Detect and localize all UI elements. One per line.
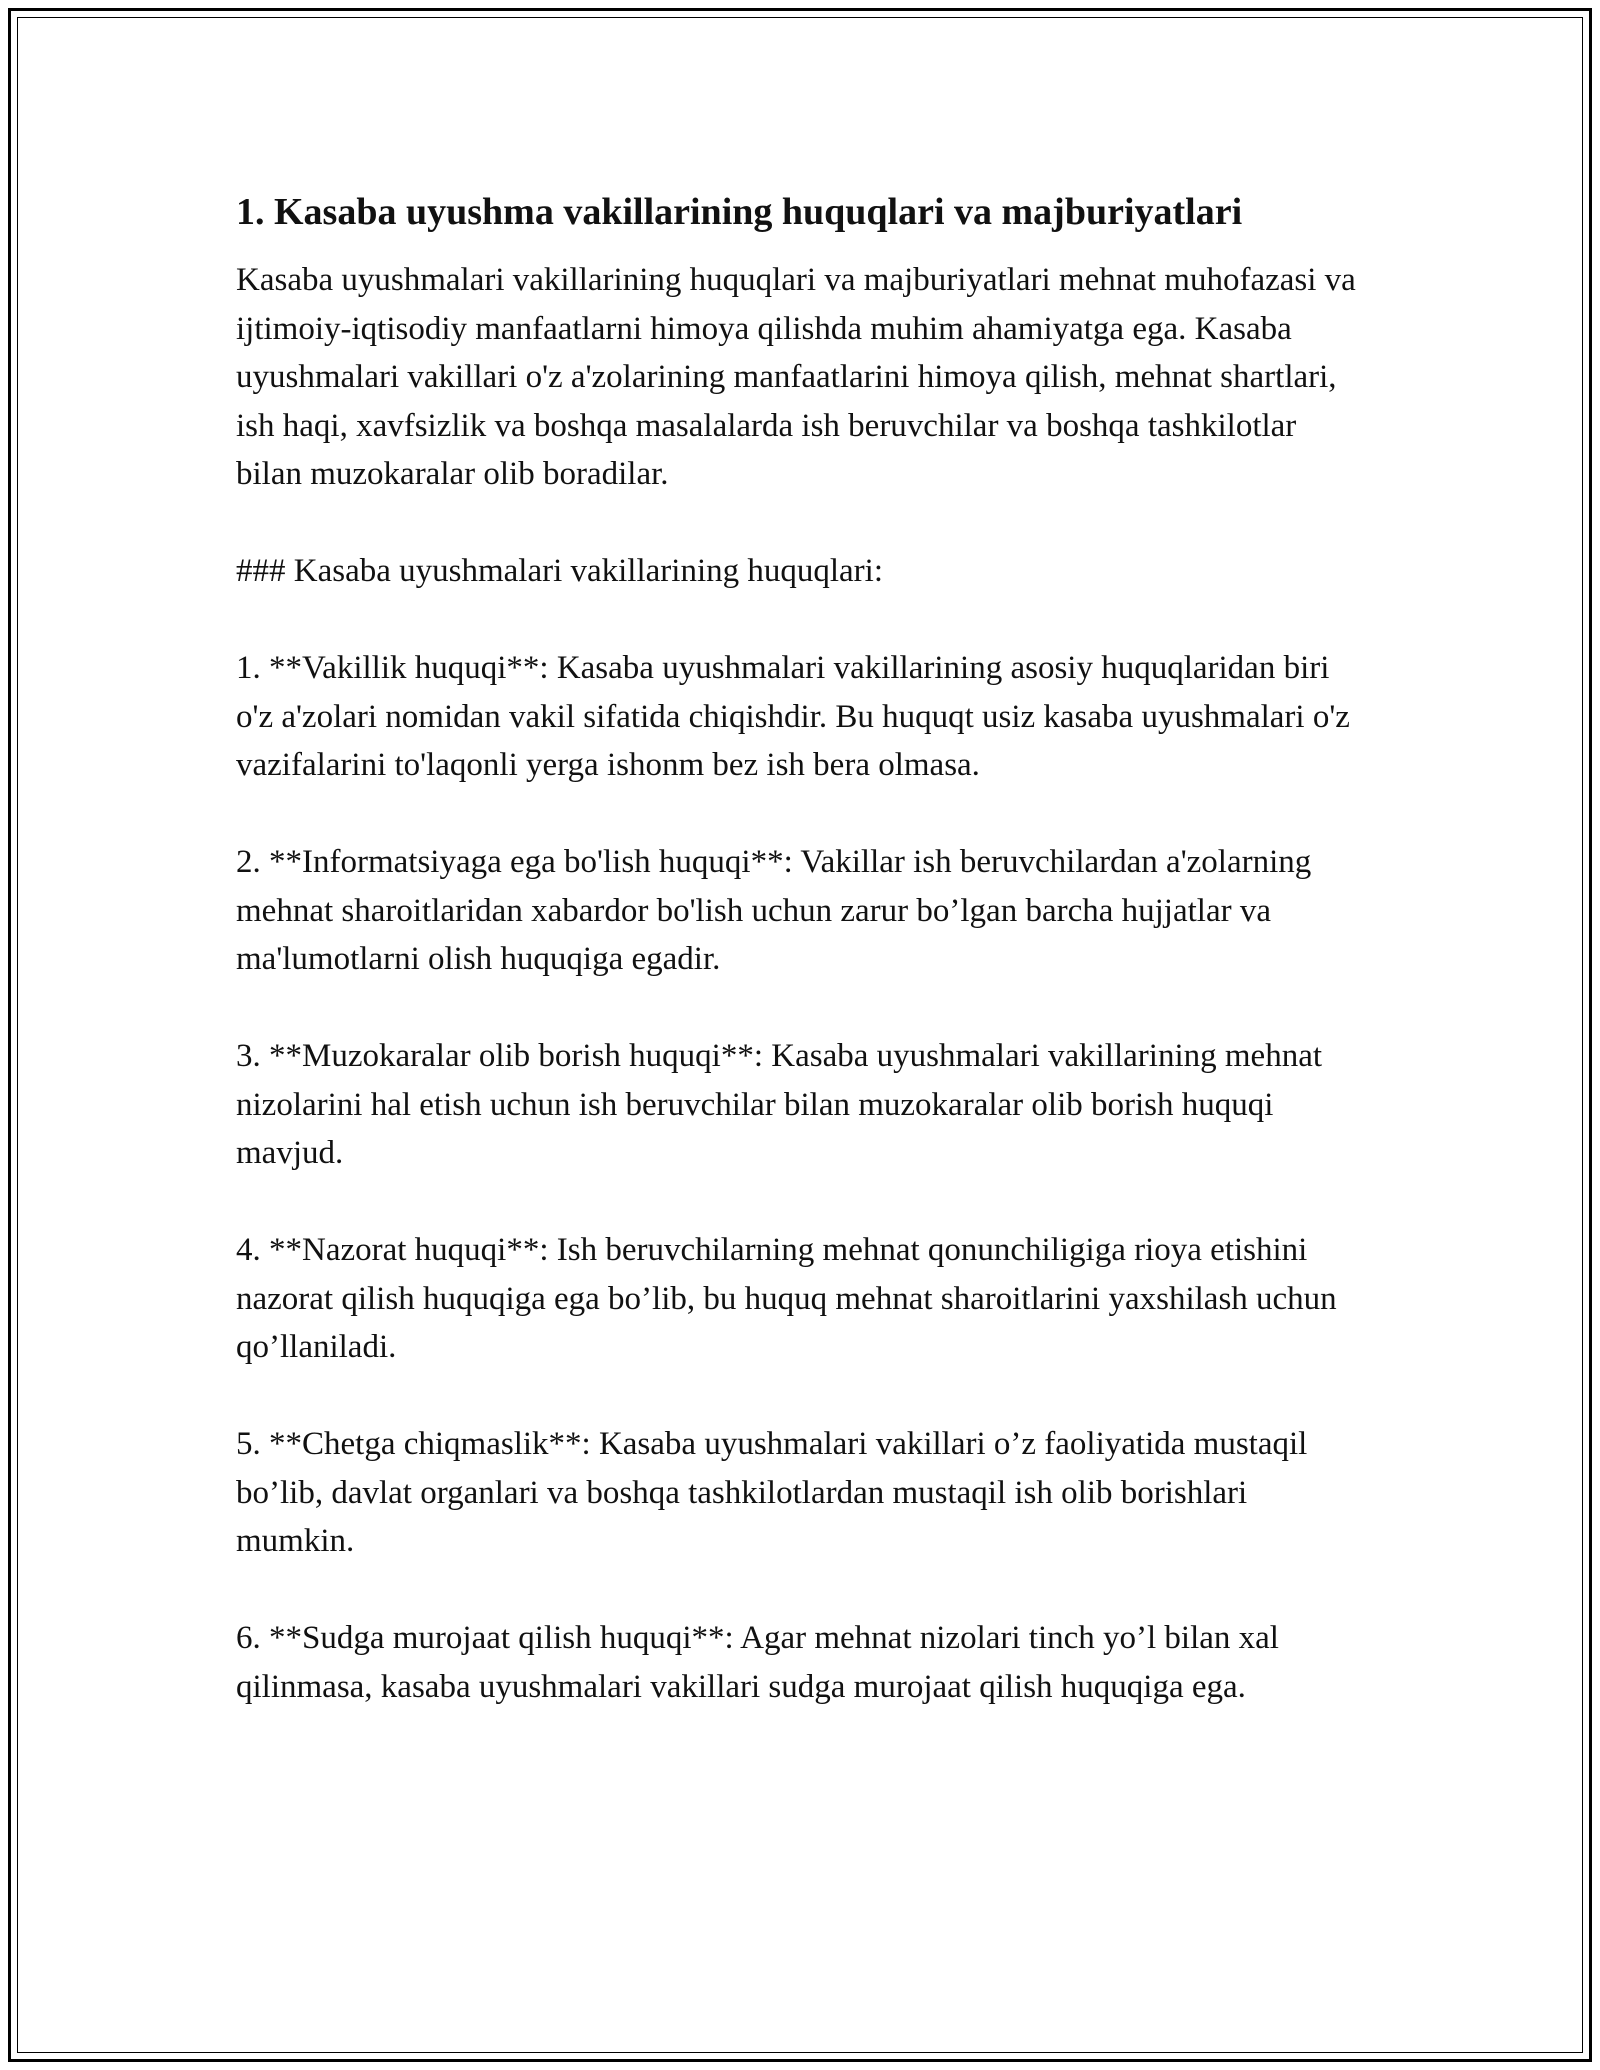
list-item-3: 3. **Muzokaralar olib borish huquqi**: Kasaba uyushmalari vakillarining mehnat nizolarini hal etish uchun ish beruvchilar bilan muzokaralar olib borish huquqi mavjud. bbox=[236, 1038, 1323, 1171]
list-item-2: 2. **Informatsiyaga ega bo'lish huquqi**: Vakillar ish beruvchilardan a'zolarning mehnat sharoitlaridan xabardor bo'lish uchun zarur bo’lgan barcha hujjatlar va ma'lumotlarni olish huquqiga egadir. bbox=[236, 844, 1312, 977]
list-item-5: 5. **Chetga chiqmaslik**: Kasaba uyushmalari vakillari o’z faoliyatida mustaqil bo’lib, davlat organlari va boshqa tashkilotlardan mustaqil ish olib borishlari mumkin. bbox=[236, 1426, 1308, 1559]
document-title: 1. Kasaba uyushma vakillarining huquqlari va majburiyatlari bbox=[236, 191, 1243, 233]
rights-heading: ### Kasaba uyushmalari vakillarining huquqlari: bbox=[236, 553, 884, 589]
list-item-1: 1. **Vakillik huquqi**: Kasaba uyushmalari vakillarining asosiy huquqlaridan biri o'z a'zolari nomidan vakil sifatida chiqishdir. Bu huquqt usiz kasaba uyushmalari o'z vazifalarini to'laqonli yerga ishonm bez ish bera olmasa. bbox=[236, 650, 1350, 783]
intro-paragraph: Kasaba uyushmalari vakillarining huquqlari va majburiyatlari mehnat muhofazasi va ijtimoiy-iqtisodiy manfaatlarni himoya qilishda muhim ahamiyatga ega. Kasaba uyushmalari vakillari o'z a'zolarining manfaatlarini himoya qilish, mehnat shartlari, ish haqi, xavfsizlik va boshqa masalalarda ish beruvchilar va boshqa tashkilotlar bilan muzokaralar olib boradilar. bbox=[236, 262, 1356, 492]
list-item-6: 6. **Sudga murojaat qilish huquqi**: Agar mehnat nizolari tinch yo’l bilan xal qilinmasa, kasaba uyushmalari vakillari sudga murojaat qilish huquqiga ega. bbox=[236, 1620, 1279, 1705]
list-item-4: 4. **Nazorat huquqi**: Ish beruvchilarning mehnat qonunchiligiga rioya etishini nazorat qilish huquqiga ega bo’lib, bu huquq mehnat sharoitlarini yaxshilash uchun qo’llaniladi. bbox=[236, 1232, 1337, 1365]
document-body bbox=[236, 188, 1366, 1711]
